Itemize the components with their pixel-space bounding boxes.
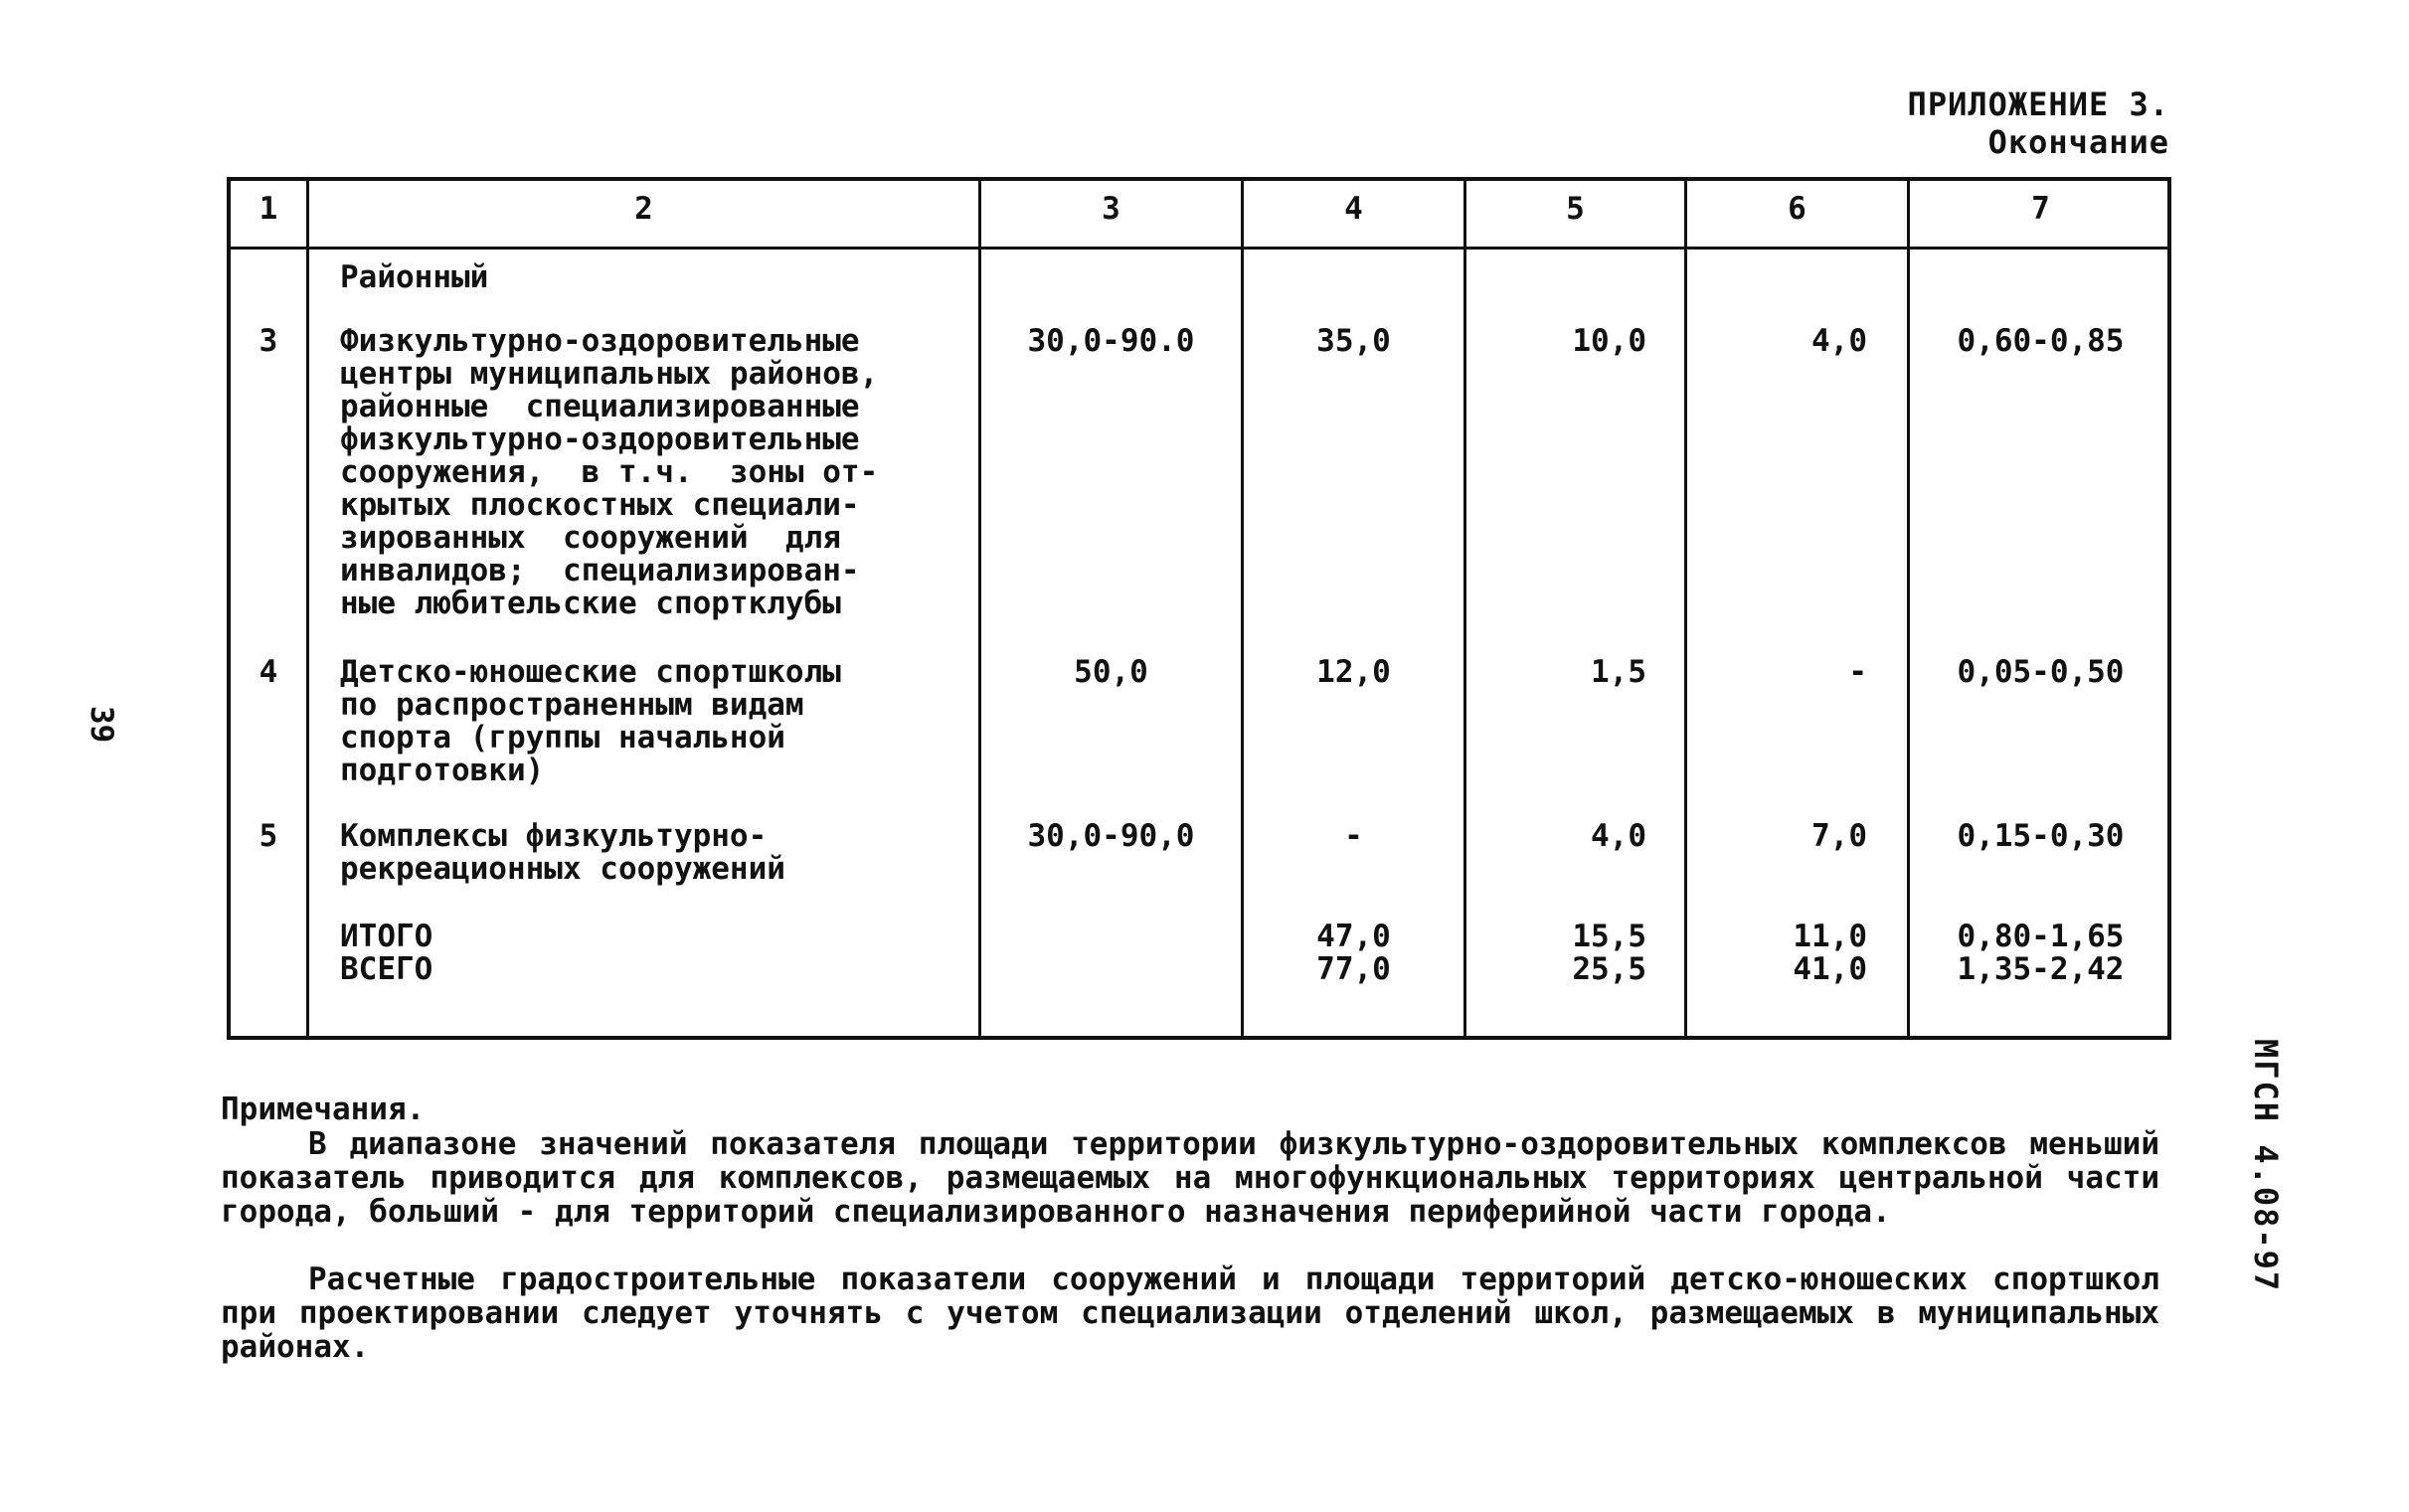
header-divider bbox=[231, 247, 2167, 250]
cell-col5: 4,0 bbox=[1591, 818, 1646, 854]
column-header: 2 bbox=[634, 191, 653, 227]
cell-col6: - bbox=[1848, 654, 1867, 690]
cell-col3: 50,0 bbox=[1074, 654, 1148, 690]
row-name: Комплексы физкультурно- рекреационных сооружений bbox=[340, 818, 785, 887]
cell-col5: 10,0 bbox=[1572, 323, 1646, 359]
totals-col4: 47,0 77,0 bbox=[1316, 919, 1391, 987]
column-header: 3 bbox=[1102, 191, 1120, 227]
cell-col6: 4,0 bbox=[1811, 323, 1867, 359]
column-header: 5 bbox=[1566, 191, 1585, 227]
totals-col5: 15,5 25,5 bbox=[1572, 919, 1646, 987]
column-header: 7 bbox=[2031, 191, 2050, 227]
column-divider bbox=[978, 181, 981, 1036]
column-header: 1 bbox=[258, 191, 278, 227]
totals-col6: 11,0 41,0 bbox=[1793, 919, 1867, 987]
row-name: Физкультурно-оздоровительные центры муниципальных районов, районные специализированные физкультурно-оздоровительные сооружения, в т.ч. зоны от- крытых плоскостных специали- зированных сооружений для инвалидов; специализирован- ные любительские спортклубы bbox=[340, 323, 879, 621]
column-divider bbox=[1463, 181, 1466, 1036]
cell-col7: 0,05-0,50 bbox=[1957, 654, 2125, 690]
row-name: Детско-юношеские спортшколы по распространенным видам спорта (группы начальной подготовки) bbox=[340, 654, 841, 788]
document-code: МГСН 4.08-97 bbox=[2247, 1039, 2285, 1293]
appendix-header: ПРИЛОЖЕНИЕ 3. Окончание bbox=[1907, 85, 2169, 161]
cell-col7: 0,15-0,30 bbox=[1957, 818, 2125, 854]
cell-col6: 7,0 bbox=[1811, 818, 1867, 854]
totals-labels: ИТОГО ВСЕГО bbox=[340, 919, 433, 987]
row-number: 5 bbox=[258, 818, 278, 854]
page-number: 39 bbox=[84, 706, 119, 744]
totals-col7: 0,80-1,65 1,35-2,42 bbox=[1957, 919, 2125, 987]
cell-col4: - bbox=[1344, 818, 1363, 854]
cell-col5: 1,5 bbox=[1591, 654, 1646, 690]
row-number: 4 bbox=[258, 654, 278, 690]
column-header: 4 bbox=[1344, 191, 1363, 227]
cell-col3: 30,0-90,0 bbox=[1027, 818, 1195, 854]
note-paragraph-1: В диапазоне значений показателя площади территории физкультурно-оздоровительных комплексов меньший показатель приводится для комплексов, размещаемых на многофункциональных территориях центральной части города, больший - для территорий специализированного назначения периферийной части города. bbox=[221, 1126, 2159, 1230]
note-paragraph-2: Расчетные градостроительные показатели сооружений и площади территорий детско-юношеских спортшкол при проектировании следует уточнять с учетом специализации отделений школ, размещаемых в муниципальных районах. bbox=[221, 1261, 2159, 1365]
column-divider bbox=[1907, 181, 1910, 1036]
cell-col7: 0,60-0,85 bbox=[1957, 323, 2125, 359]
row-number: 3 bbox=[258, 323, 278, 359]
notes-title: Примечания. bbox=[221, 1092, 426, 1127]
data-table bbox=[227, 177, 2171, 1040]
cell-col4: 12,0 bbox=[1316, 654, 1391, 690]
column-divider bbox=[1241, 181, 1244, 1036]
cell-col3: 30,0-90.0 bbox=[1027, 323, 1195, 359]
cell-col4: 35,0 bbox=[1316, 323, 1391, 359]
column-divider bbox=[1684, 181, 1687, 1036]
column-header: 6 bbox=[1788, 191, 1807, 227]
section-label: Районный bbox=[340, 259, 489, 295]
column-divider bbox=[306, 181, 309, 1036]
